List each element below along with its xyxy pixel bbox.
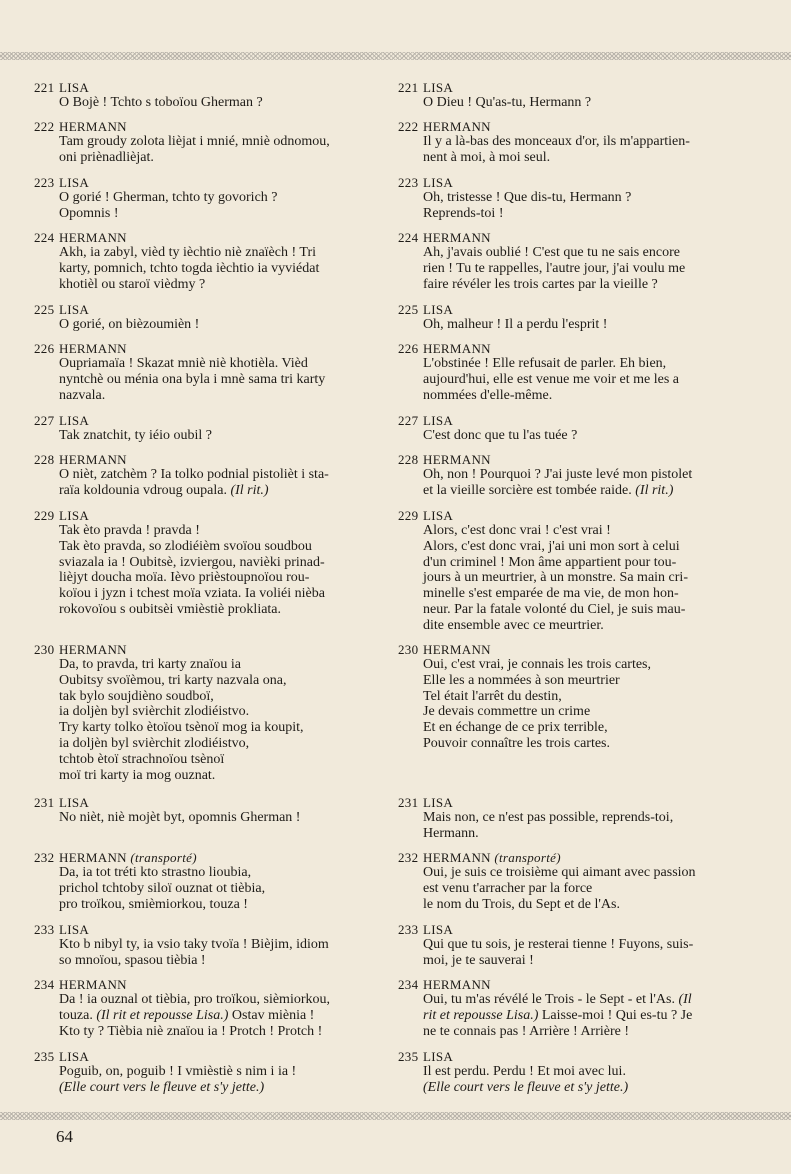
- speaker-name: HERMANN: [423, 850, 491, 865]
- text-line: Alors, c'est donc vrai, j'ai uni mon sort à celui: [423, 538, 680, 554]
- speaker-name: LISA: [59, 1049, 90, 1064]
- dialogue-entry: [34, 80, 389, 111]
- entry-text: [34, 865, 389, 912]
- dialogue-entry: [34, 1049, 389, 1096]
- text-line: Qui que tu sois, je resterai tienne ! Fuyons, suis-: [423, 937, 694, 952]
- speaker-name: LISA: [59, 175, 90, 190]
- text-line: Oh, tristesse ! Que dis-tu, Hermann ?: [423, 190, 632, 205]
- text-fragment: Ostav miènia !: [228, 1007, 315, 1023]
- text-line: Kto ty ? Tièbia niè znaïou ia ! Protch ! Protch !: [59, 1023, 323, 1039]
- text-line: Tak èto pravda, so zlodiéièm svoïou soudbou: [59, 538, 312, 554]
- speaker-name: LISA: [423, 795, 454, 810]
- text-line: ne te connais pas ! Arrière ! Arrière !: [423, 1023, 630, 1039]
- entry-header: [34, 119, 389, 134]
- dialogue-entry: [398, 508, 758, 634]
- stage-direction: (Elle court vers le fleuve et s'y jette.): [423, 1079, 629, 1095]
- text-line: Opomnis !: [59, 205, 119, 221]
- dialogue-entry: [34, 230, 389, 292]
- line-number: 229: [34, 508, 55, 523]
- text-line: Il est perdu. Perdu ! Et moi avec lui.: [423, 1064, 626, 1079]
- stage-direction: (Il rit.): [635, 482, 674, 498]
- entry-header: [34, 302, 389, 317]
- text-line: khotièl ou staroï vièdmy ?: [59, 276, 206, 292]
- entry-text: [34, 95, 389, 111]
- line-number: 235: [398, 1049, 419, 1064]
- text-line: Il y a là-bas des monceaux d'or, ils m'appartien-: [423, 134, 690, 149]
- entry-header: [398, 341, 758, 356]
- text-line: Akh, ia zabyl, vièd ty ièchtio niè znaïèch ! Tri: [59, 245, 316, 260]
- speaker-name: LISA: [423, 175, 454, 190]
- text-line: minelle s'est emparée de ma vie, de mon hon-: [423, 586, 679, 602]
- speaker-name: LISA: [59, 795, 90, 810]
- speaker-name: LISA: [423, 508, 454, 523]
- entry-header: [34, 1049, 389, 1064]
- dialogue-entry: [398, 1049, 758, 1096]
- line-number: 228: [34, 452, 55, 467]
- line-number: 231: [34, 795, 55, 810]
- speaker-name: LISA: [59, 302, 90, 317]
- line-number: 223: [34, 175, 55, 190]
- text-line: prichol tchtoby siloï ouznat ot tièbia,: [59, 880, 266, 896]
- stage-direction: (transporté): [130, 850, 197, 865]
- line-number: 232: [34, 850, 55, 865]
- text-line: sviazala ia ! Oubitsè, izviergou, navièki prinad-: [59, 554, 325, 570]
- speaker-name: HERMANN: [59, 119, 127, 134]
- text-line: tchtob ètoï strachnoïou tsènoï: [59, 751, 225, 767]
- line-number: 232: [398, 850, 419, 865]
- stage-direction: (Elle court vers le fleuve et s'y jette.): [59, 1079, 265, 1095]
- text-line: tak bylo soujdièno soudboï,: [59, 688, 214, 704]
- text-line: Try karty tolko ètoïou tsènoï mog ia koupit,: [59, 720, 304, 736]
- speaker-name: HERMANN: [59, 977, 127, 992]
- text-line: Poguib, on, poguib ! I vmièstiè s nim i ia !: [59, 1064, 297, 1079]
- speaker-name: HERMANN: [59, 230, 127, 245]
- speaker-name: HERMANN: [423, 119, 491, 134]
- text-line: nazvala.: [59, 387, 106, 403]
- entry-header: [34, 80, 389, 95]
- text-line: C'est donc que tu l'as tuée ?: [423, 428, 578, 443]
- dialogue-entry: [34, 452, 389, 499]
- text-fragment: et la vieille sorcière est tombée raide.: [423, 482, 636, 498]
- text-line: O gorié ! Gherman, tchto ty govorich ?: [59, 190, 278, 205]
- text-line: O nièt, zatchèm ? Ia tolko podnial pistolièt i sta-: [59, 467, 329, 482]
- text-line: Tak èto pravda ! pravda !: [59, 523, 200, 538]
- speaker-name: HERMANN: [423, 341, 491, 356]
- text-line: Da ! ia ouznal ot tièbia, pro troïkou, sièmiorkou,: [59, 992, 330, 1007]
- line-number: 223: [398, 175, 419, 190]
- entry-header: [34, 977, 389, 992]
- text-line: Reprends-toi !: [423, 205, 504, 221]
- entry-text: [398, 810, 758, 842]
- line-number: 230: [34, 642, 55, 657]
- line-number: 226: [34, 341, 55, 356]
- dialogue-entry: [398, 80, 758, 111]
- text-line: O Dieu ! Qu'as-tu, Hermann ?: [423, 95, 592, 110]
- bottom-ornamental-rule: [0, 1112, 791, 1120]
- entry-text: [34, 134, 389, 166]
- dialogue-entry: [398, 850, 758, 912]
- entry-header: [34, 230, 389, 245]
- entry-text: [398, 356, 758, 403]
- text-line: lièjyt doucha moïa. Ièvo prièstoupnoïou rou-: [59, 570, 310, 586]
- text-line: Oh, malheur ! Il a perdu l'esprit !: [423, 317, 608, 332]
- line-number: 235: [34, 1049, 55, 1064]
- stage-direction: (Il rit.): [230, 482, 269, 498]
- entry-text: [34, 428, 389, 444]
- speaker-name: HERMANN: [59, 341, 127, 356]
- text-line: Kto b nibyl ty, ia vsio taky tvoïa ! Bièjim, idiom: [59, 937, 329, 952]
- entry-text: [34, 937, 389, 969]
- text-line: Hermann.: [423, 825, 479, 841]
- line-number: 224: [34, 230, 55, 245]
- speaker-name: LISA: [59, 80, 90, 95]
- entry-text: [34, 992, 389, 1039]
- entry-header: [398, 850, 758, 865]
- text-line: Et en échange de ce prix terrible,: [423, 720, 608, 736]
- text-line: Oui, je suis ce troisième qui aimant avec passion: [423, 865, 696, 880]
- speaker-name: HERMANN: [59, 452, 127, 467]
- text-line: [59, 483, 389, 499]
- text-line: koïou i jyzn i tchest moïa vziata. Ia voliéi nièba: [59, 586, 325, 602]
- text-fragment: raïa koldounia vdroug oupala.: [59, 482, 231, 498]
- speaker-name: LISA: [59, 508, 90, 523]
- speaker-name: LISA: [423, 302, 454, 317]
- line-number: 224: [398, 230, 419, 245]
- dialogue-entry: [34, 175, 389, 222]
- entry-text: [398, 467, 758, 499]
- text-line: Pouvoir connaître les trois cartes.: [423, 735, 611, 751]
- entry-text: [398, 523, 758, 634]
- line-number: 229: [398, 508, 419, 523]
- entry-text: [398, 95, 758, 111]
- entry-header: [398, 175, 758, 190]
- stage-direction: rit et repousse Lisa.): [423, 1007, 539, 1023]
- dialogue-entry: [398, 341, 758, 403]
- speaker-name: LISA: [423, 1049, 454, 1064]
- entry-header: [34, 341, 389, 356]
- text-line: Oupriamaïa ! Skazat mniè niè khotièla. Vièd: [59, 356, 308, 371]
- line-number: 222: [34, 119, 55, 134]
- entry-text: [34, 810, 389, 826]
- text-line: Elle les a nommées à son meurtrier: [423, 672, 620, 688]
- entry-header: [398, 922, 758, 937]
- dialogue-entry: [34, 341, 389, 403]
- entry-header: [34, 850, 389, 865]
- entry-text: [398, 937, 758, 969]
- entry-text: [398, 190, 758, 222]
- text-fragment: touza.: [59, 1007, 97, 1023]
- text-line: L'obstinée ! Elle refusait de parler. Eh bien,: [423, 356, 667, 371]
- entry-header: [398, 413, 758, 428]
- dialogue-entry: [34, 302, 389, 333]
- speaker-name: LISA: [423, 413, 454, 428]
- entry-text: [398, 657, 758, 752]
- entry-header: [34, 642, 389, 657]
- entry-header: [398, 230, 758, 245]
- dialogue-entry: [398, 302, 758, 333]
- dialogue-entry: [34, 922, 389, 969]
- entry-header: [34, 175, 389, 190]
- entry-text: [34, 356, 389, 403]
- speaker-name: LISA: [59, 922, 90, 937]
- text-line: jours à un meurtrier, à un monstre. Sa main cri-: [423, 570, 688, 586]
- dialogue-entry: [398, 977, 758, 1039]
- text-line: karty, pomnich, tchto togda ièchtio ia vyviédat: [59, 260, 320, 276]
- entry-text: [398, 317, 758, 333]
- entry-text: [34, 317, 389, 333]
- page-number: 64: [56, 1127, 73, 1146]
- text-line: aujourd'hui, elle est venue me voir et me les a: [423, 371, 679, 387]
- text-line: pro troïkou, smièmiorkou, touza !: [59, 896, 248, 912]
- dialogue-entry: [398, 413, 758, 444]
- text-line: Oubitsy svoïèmou, tri karty nazvala ona,: [59, 672, 287, 688]
- line-number: 231: [398, 795, 419, 810]
- stage-direction: (transporté): [494, 850, 561, 865]
- line-number: 221: [398, 80, 419, 95]
- speaker-name: HERMANN: [59, 642, 127, 657]
- speaker-name: HERMANN: [423, 452, 491, 467]
- text-line: nent à moi, à moi seul.: [423, 149, 551, 165]
- dialogue-entry: [398, 230, 758, 292]
- text-line: Da, to pravda, tri karty znaïou ia: [59, 657, 241, 672]
- line-number: 221: [34, 80, 55, 95]
- dialogue-entry: [34, 977, 389, 1039]
- text-line: [423, 483, 758, 499]
- dialogue-entry: [34, 795, 389, 826]
- speaker-name: LISA: [423, 922, 454, 937]
- text-line: [59, 1008, 389, 1024]
- dialogue-entry: [398, 922, 758, 969]
- text-line: faire révéler les trois cartes par la vieille ?: [423, 276, 658, 292]
- entry-text: [398, 134, 758, 166]
- entry-text: [34, 657, 389, 783]
- line-number: 225: [34, 302, 55, 317]
- entry-header: [34, 922, 389, 937]
- dialogue-entry: [34, 413, 389, 444]
- text-line: Ah, j'avais oublié ! C'est que tu ne sais encore: [423, 245, 680, 260]
- entry-header: [398, 452, 758, 467]
- line-number: 234: [34, 977, 55, 992]
- dialogue-entry: [34, 119, 389, 166]
- dialogue-entry: [398, 175, 758, 222]
- text-fragment: Oui, tu m'as révélé le Trois - le Sept - et l'As.: [423, 992, 679, 1007]
- line-number: 222: [398, 119, 419, 134]
- speaker-name: HERMANN: [423, 977, 491, 992]
- speaker-name: HERMANN: [423, 642, 491, 657]
- entry-text: [34, 1064, 389, 1096]
- text-line: Tel était l'arrêt du destin,: [423, 688, 562, 704]
- text-line: Oh, non ! Pourquoi ? J'ai juste levé mon pistolet: [423, 467, 693, 482]
- text-line: neur. Par la fatale volonté du Ciel, je suis mau-: [423, 601, 686, 617]
- entry-text: [34, 523, 389, 618]
- entry-header: [34, 508, 389, 523]
- text-line: dite ensemble avec ce meurtrier.: [423, 617, 604, 633]
- entry-text: [34, 245, 389, 292]
- text-line: Da, ia tot tréti kto strastno lioubia,: [59, 865, 252, 880]
- line-number: 233: [34, 922, 55, 937]
- speaker-name: HERMANN: [423, 230, 491, 245]
- line-number: 233: [398, 922, 419, 937]
- entry-header: [398, 119, 758, 134]
- text-line: oni priènadlièjat.: [59, 149, 154, 165]
- dialogue-entry: [34, 508, 389, 618]
- entry-header: [398, 508, 758, 523]
- dialogue-entry: [34, 850, 389, 912]
- text-line: Oui, c'est vrai, je connais les trois cartes,: [423, 657, 652, 672]
- dialogue-entry: [398, 795, 758, 842]
- entry-text: [398, 992, 758, 1039]
- line-number: 234: [398, 977, 419, 992]
- speaker-name: HERMANN: [59, 850, 127, 865]
- speaker-name: LISA: [59, 413, 90, 428]
- text-line: moï tri karty ia mog ouznat.: [59, 767, 216, 783]
- dialogue-entry: [398, 119, 758, 166]
- entry-text: [398, 428, 758, 444]
- text-line: est venu t'arracher par la force: [423, 880, 593, 896]
- entry-header: [398, 80, 758, 95]
- text-line: ia doljèn byl svièrchit zlodiéistvo,: [59, 735, 250, 751]
- text-line: No nièt, niè mojèt byt, opomnis Gherman !: [59, 810, 301, 825]
- text-line: le nom du Trois, du Sept et de l'As.: [423, 896, 620, 912]
- line-number: 226: [398, 341, 419, 356]
- text-line: rokovoïou s oubitsèi vmièstiè prokliata.: [59, 601, 282, 617]
- entry-text: [398, 865, 758, 912]
- entry-header: [398, 977, 758, 992]
- text-line: Tak znatchit, ty iéio oubil ?: [59, 428, 212, 443]
- line-number: 230: [398, 642, 419, 657]
- line-number: 228: [398, 452, 419, 467]
- line-number: 227: [34, 413, 55, 428]
- text-line: Mais non, ce n'est pas possible, reprends-toi,: [423, 810, 674, 825]
- stage-direction: (Il rit et repousse Lisa.): [96, 1007, 229, 1023]
- text-line: Alors, c'est donc vrai ! c'est vrai !: [423, 523, 611, 538]
- text-line: Je devais commettre un crime: [423, 704, 591, 720]
- entry-text: [34, 190, 389, 222]
- text-line: moi, je te sauverai !: [423, 952, 534, 968]
- speaker-name: LISA: [423, 80, 454, 95]
- line-number: 225: [398, 302, 419, 317]
- text-line: [423, 992, 758, 1008]
- entry-header: [34, 795, 389, 810]
- entry-text: [398, 245, 758, 292]
- entry-text: [398, 1064, 758, 1096]
- text-line: ia doljèn byl svièrchit zlodiéistvo.: [59, 704, 250, 720]
- text-line: d'un criminel ! Mon âme appartient pour tou-: [423, 554, 677, 570]
- text-line: O gorié, on bièzoumièn !: [59, 317, 200, 332]
- text-line: nyntchè ou ménia ona byla i mnè sama tri karty: [59, 371, 326, 387]
- text-fragment: Laisse-moi ! Qui es-tu ? Je: [538, 1007, 693, 1023]
- entry-text: [34, 467, 389, 499]
- entry-header: [34, 413, 389, 428]
- entry-header: [398, 1049, 758, 1064]
- text-line: Tam groudy zolota lièjat i mnié, mniè odnomou,: [59, 134, 330, 149]
- entry-header: [398, 302, 758, 317]
- dialogue-entry: [398, 642, 758, 752]
- dialogue-entry: [34, 642, 389, 783]
- text-line: O Bojè ! Tchto s toboïou Gherman ?: [59, 95, 263, 110]
- text-line: rien ! Tu te rappelles, l'autre jour, j'ai voulu me: [423, 260, 686, 276]
- top-ornamental-rule: [0, 52, 791, 60]
- dialogue-entry: [398, 452, 758, 499]
- text-line: nommées d'elle-même.: [423, 387, 553, 403]
- entry-header: [34, 452, 389, 467]
- stage-direction: (Il: [678, 992, 692, 1007]
- entry-header: [398, 642, 758, 657]
- text-line: [423, 1008, 758, 1024]
- line-number: 227: [398, 413, 419, 428]
- text-line: so mnoïou, spasou tièbia !: [59, 952, 206, 968]
- entry-header: [398, 795, 758, 810]
